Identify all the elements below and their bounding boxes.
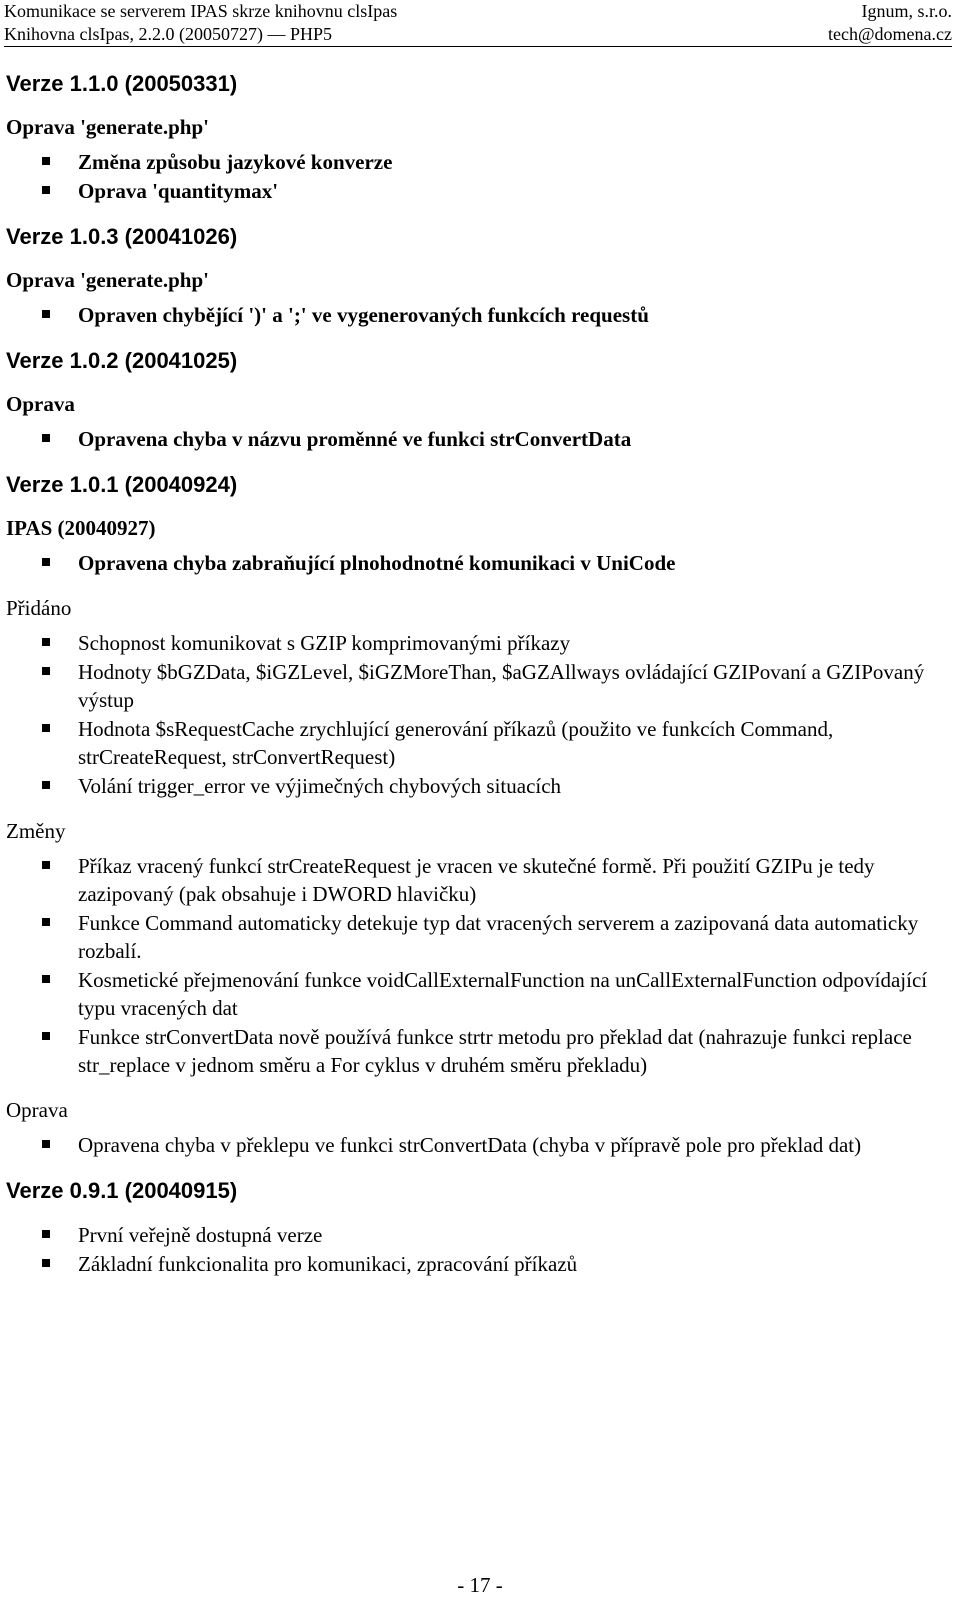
change-list <box>6 629 940 800</box>
section-heading: Přidáno <box>6 596 72 620</box>
change-list <box>6 425 940 453</box>
change-list <box>6 549 940 577</box>
list-item: První veřejně dostupná verze <box>6 1221 940 1249</box>
square-bullet-icon <box>42 157 50 165</box>
page-number: - 17 - <box>457 1573 503 1597</box>
square-bullet-icon <box>42 724 50 732</box>
square-bullet-icon <box>42 667 50 675</box>
list-item: Změna způsobu jazykové konverze <box>6 148 940 176</box>
square-bullet-icon <box>42 186 50 194</box>
page-header <box>4 0 952 47</box>
list-item: Schopnost komunikovat s GZIP komprimovanými příkazy <box>6 629 940 657</box>
change-list <box>6 852 940 1079</box>
change-list <box>6 301 940 329</box>
change-list <box>6 148 940 205</box>
list-item: Funkce Command automaticky detekuje typ dat vracených serverem a zazipovaná data automaticky rozbalí. <box>6 909 940 965</box>
square-bullet-icon <box>42 781 50 789</box>
list-item: Volání trigger_error ve výjimečných chybových situacích <box>6 772 940 800</box>
square-bullet-icon <box>42 1140 50 1148</box>
section-heading: Oprava 'generate.php' <box>6 268 209 292</box>
square-bullet-icon <box>42 861 50 869</box>
section-heading: Oprava 'generate.php' <box>6 115 209 139</box>
list-item: Základní funkcionalita pro komunikaci, zpracování příkazů <box>6 1250 940 1278</box>
list-item: Příkaz vracený funkcí strCreateRequest je vracen ve skutečné formě. Při použití GZIPu je tedy zazipovaný (pak obsahuje i DWORD hlavičku) <box>6 852 940 908</box>
square-bullet-icon <box>42 310 50 318</box>
section-heading: Oprava <box>6 1098 68 1122</box>
section-heading: Změny <box>6 819 66 843</box>
header-email: tech@domena.cz <box>827 24 952 44</box>
square-bullet-icon <box>42 434 50 442</box>
square-bullet-icon <box>42 975 50 983</box>
header-company: Ignum, s.r.o. <box>861 1 952 21</box>
list-item: Funkce strConvertData nově používá funkce strtr metodu pro překlad dat (nahrazuje funkci replace str_replace v jednom směru a For cyklus v druhém směru překladu) <box>6 1023 940 1079</box>
header-doc-title: Komunikace se serverem IPAS skrze knihovnu clsIpas <box>4 1 398 21</box>
square-bullet-icon <box>42 1259 50 1267</box>
version-heading: Verze 1.0.1 (20040924) <box>6 472 238 497</box>
square-bullet-icon <box>42 918 50 926</box>
version-heading: Verze 1.1.0 (20050331) <box>6 71 238 96</box>
list-item: Opravena chyba zabraňující plnohodnotné komunikaci v UniCode <box>6 549 940 577</box>
version-heading: Verze 0.9.1 (20040915) <box>6 1178 238 1203</box>
changelog <box>6 58 940 1296</box>
square-bullet-icon <box>42 638 50 646</box>
version-heading: Verze 1.0.2 (20041025) <box>6 348 238 373</box>
section-heading: Oprava <box>6 392 75 416</box>
list-item: Oprava 'quantitymax' <box>6 177 940 205</box>
square-bullet-icon <box>42 558 50 566</box>
section-heading: IPAS (20040927) <box>6 516 156 540</box>
version-heading: Verze 1.0.3 (20041026) <box>6 224 238 249</box>
list-item: Opraven chybějící ')' a ';' ve vygenerovaných funkcích requestů <box>6 301 940 329</box>
list-item: Kosmetické přejmenování funkce voidCallExternalFunction na unCallExternalFunction odpovídající typu vracených dat <box>6 966 940 1022</box>
header-library-version: Knihovna clsIpas, 2.2.0 (20050727) — PHP5 <box>4 24 332 44</box>
list-item: Hodnoty $bGZData, $iGZLevel, $iGZMoreThan, $aGZAllways ovládající GZIPovaní a GZIPovaný výstup <box>6 658 940 714</box>
list-item: Opravena chyba v překlepu ve funkci strConvertData (chyba v přípravě pole pro překlad dat) <box>6 1131 940 1159</box>
square-bullet-icon <box>42 1230 50 1238</box>
list-item: Hodnota $sRequestCache zrychlující generování příkazů (použito ve funkcích Command, strCreateRequest, strConvertRequest) <box>6 715 940 771</box>
change-list <box>6 1131 940 1159</box>
change-list <box>6 1221 940 1278</box>
square-bullet-icon <box>42 1032 50 1040</box>
list-item: Opravena chyba v názvu proměnné ve funkci strConvertData <box>6 425 940 453</box>
